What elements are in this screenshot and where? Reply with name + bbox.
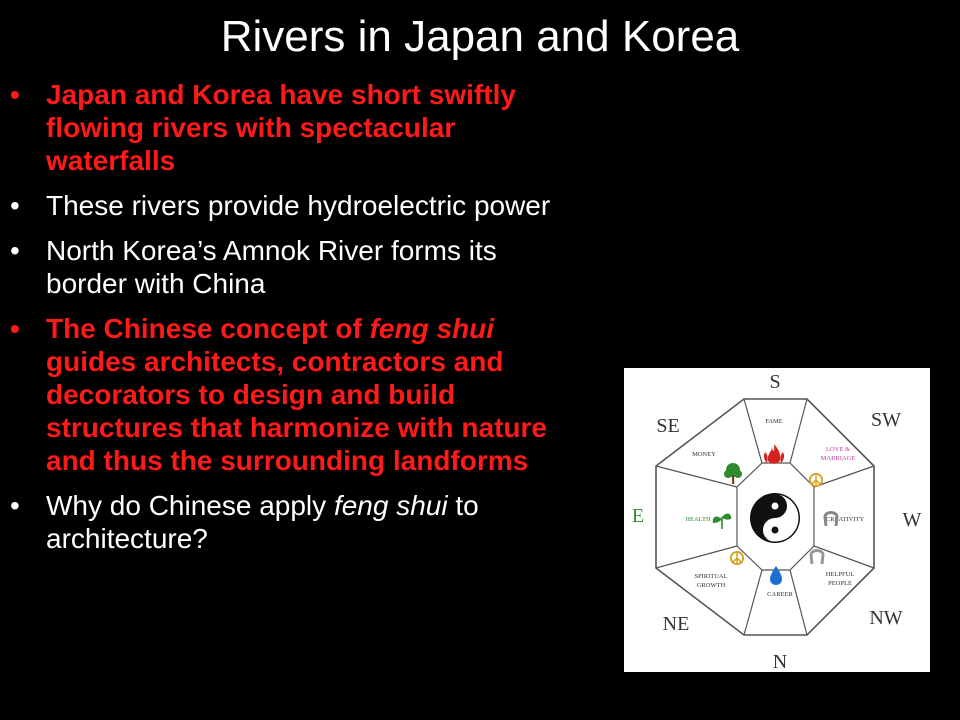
sector-helpful-label-2: PEOPLE — [828, 580, 852, 587]
bullet-text: North Korea’s Amnok River forms its border with China — [46, 235, 497, 299]
direction-s: S — [769, 371, 781, 393]
bullet-text-post: to architecture? — [46, 490, 479, 554]
sector-spiritual-label-2: GROWTH — [696, 582, 726, 589]
bullet-question — [0, 489, 580, 555]
bullet-dot: • — [10, 190, 20, 221]
direction-nw: NW — [869, 607, 903, 629]
bullet-dot: • — [10, 79, 20, 110]
peace-icon — [809, 473, 823, 487]
bullet-text-emphasis: feng shui — [369, 313, 495, 344]
sector-spiritual-label-1: SPIRITUAL — [694, 573, 728, 580]
direction-e: E — [631, 505, 645, 527]
bullet-list — [0, 78, 580, 567]
bullet-text: Japan and Korea have short swiftly flowing rivers with spectacular waterfalls — [46, 79, 516, 176]
direction-n: N — [772, 651, 788, 672]
sector-health-label: HEALTH — [685, 516, 711, 523]
sector-love-label-2: MARRIAGE — [820, 455, 856, 462]
direction-ne: NE — [662, 613, 690, 635]
bullet-feng-shui-concept — [0, 312, 580, 477]
bullet-rivers-short — [0, 78, 580, 177]
sector-love-label-1: LOVE & — [825, 446, 851, 453]
bullet-text-pre: The Chinese concept of — [46, 313, 370, 344]
bullet-text-emphasis: feng shui — [333, 490, 448, 521]
bullet-amnok-river — [0, 234, 580, 300]
bullet-dot: • — [10, 490, 20, 521]
direction-se: SE — [656, 415, 680, 437]
direction-sw: SW — [871, 409, 901, 431]
sector-career-label: CAREER — [767, 591, 793, 598]
sector-fame-label: FAME — [765, 418, 783, 425]
sector-creativity-label: CREATIVITY — [825, 516, 865, 523]
peace-icon — [730, 551, 744, 565]
bullet-dot: • — [10, 313, 20, 344]
bullet-text-pre: Why do Chinese apply — [46, 490, 334, 521]
bullet-dot: • — [10, 235, 20, 266]
sector-money-label: MONEY — [692, 451, 716, 458]
bagua-diagram — [624, 368, 930, 672]
sector-helpful-label-1: HELPFUL — [825, 571, 855, 578]
yin-yang-icon — [750, 493, 800, 543]
direction-w: W — [902, 509, 922, 531]
slide-title: Rivers in Japan and Korea — [220, 12, 740, 61]
bullet-hydroelectric — [0, 189, 580, 222]
bullet-text: These rivers provide hydroelectric power — [46, 190, 551, 221]
bullet-text-post: guides architects, contractors and decorators to design and build structures that harmonize with nature and thus the surrounding landforms — [46, 346, 547, 476]
